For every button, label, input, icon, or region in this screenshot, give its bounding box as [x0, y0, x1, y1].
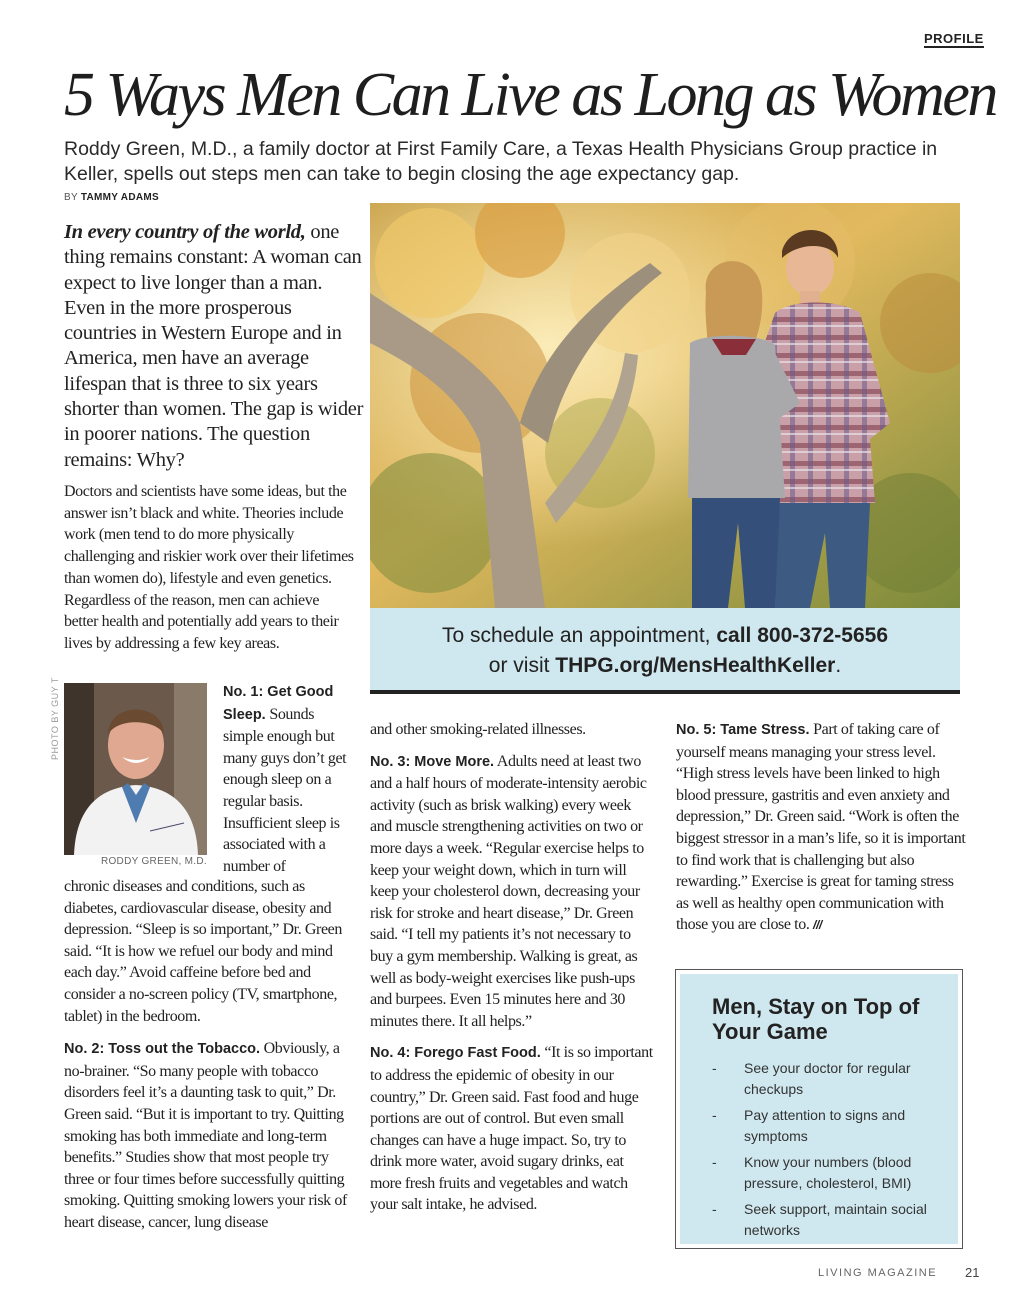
sidebar-item — [712, 1152, 942, 1194]
byline-prefix: BY — [64, 192, 78, 203]
website-link[interactable]: THPG.org/MensHealthKeller — [555, 654, 836, 677]
tip-2-heading: No. 2: Toss out the Tobacco. — [64, 1041, 261, 1058]
deck: Roddy Green, M.D., a family doctor at First Family Care, a Texas Health Physicians Group practice in Keller, spells out steps men can take to begin closing the age expectancy gap. — [64, 138, 938, 185]
sidebar-title: Men, Stay on Top of Your Game — [712, 994, 920, 1044]
tip-3-heading: No. 3: Move More. — [370, 753, 495, 770]
cta-line-1 — [370, 621, 960, 651]
tip-4-text: “It is so important to address the epidemic of obesity in our country,” Dr. Green said. Fast food and huge portions are out of control. But even small changes can have a huge impact. So, try to drink more water, avoid sugary drinks, eat more fresh fruits and vegetables and watch your salt intake, he advised. — [370, 1044, 653, 1214]
lede-lead-in: In every country of the world, — [64, 221, 306, 243]
phone-number[interactable]: call 800-372-5656 — [716, 624, 888, 647]
cta-line2-text: or visit — [488, 654, 556, 677]
tip-3 — [370, 751, 655, 1033]
tip-1-heading: No. 1: Get Good Sleep. — [223, 684, 334, 723]
tip-1-body: chronic diseases and conditions, such as diabetes, cardiovascular disease, obesity and depression. “Sleep is so important,” Dr. Green said. “It is how we refuel our body and mind each day.” Avoid caffeine before bed and consider a no-screen policy (TV, smartphone, tablet) in the bedroom. — [64, 878, 342, 1025]
tip-2-continued: and other smoking-related illnesses. — [370, 721, 586, 738]
column-2 — [370, 719, 655, 1216]
sidebar-item-text: See your doctor for regular checkups — [744, 1060, 911, 1097]
sidebar-item-text: Seek support, maintain social networks — [744, 1201, 927, 1238]
tip-5-heading: No. 5: Tame Stress. — [676, 722, 810, 738]
bullet-dash: - — [712, 1060, 717, 1076]
bullet-dash: - — [712, 1154, 717, 1170]
sidebar-item — [712, 1058, 942, 1100]
tip-1-intro: Sounds simple enough but many guys don’t get enough sleep on a regular basis. Insufficient sleep is associated with a number of — [223, 705, 347, 875]
cta-line-2 — [370, 651, 960, 681]
tip-5-text: Part of taking care of yourself means managing your stress level. “High stress levels have been linked to high blood pressure, gastritis and even anxiety and depression,” Dr. Green said. “Work is often the biggest stressor in a man’s life, so it is important to find work that is challenging but also rewarding.” Exercise is great for taming stress as well as healthy open communication with those you are close to. — [676, 721, 966, 934]
byline-author: TAMMY ADAMS — [80, 192, 159, 203]
hero-photo — [370, 203, 960, 608]
byline — [64, 192, 159, 203]
doctor-portrait-image — [64, 683, 207, 855]
headline: 5 Ways Men Can Live as Long as Women — [64, 61, 996, 129]
couple-walking-image — [370, 203, 960, 608]
section-label: PROFILE — [924, 31, 984, 46]
tip-5 — [676, 719, 966, 937]
column-3 — [676, 719, 966, 937]
portrait-caption: RODDY GREEN, M.D. — [100, 856, 207, 867]
sidebar-item-text: Pay attention to signs and symptoms — [744, 1107, 906, 1144]
lede-paragraph — [64, 220, 364, 473]
cta-line1-text: To schedule an appointment, — [442, 624, 717, 647]
intro-paragraph: Doctors and scientists have some ideas, but the answer isn’t black and white. Theories include work (men tend to do more physically challenging and riskier work over their lifetimes than women do), lifestyle and even genetics. Regardless of the reason, men can achieve better health and potentially add years to their lives by addressing a few key areas. — [64, 483, 354, 652]
tip-2 — [64, 1038, 354, 1233]
end-mark: /// — [813, 918, 822, 933]
tip-3-text: Adults need at least two and a half hours of moderate-intensity aerobic activity (such as brisk walking) every week and muscle strengthening activities on two or more days a week. “Regular exercise helps to keep your weight down, which in turn will keep your cholesterol down, decreasing your risk for stroke and heart disease,” Dr. Green said. “I tell my patients it’s not necessary to buy a gym membership. Walking is great, as well as body-weight exercises like push-ups and burpees. Even 15 minutes here and 30 minutes there. It all helps.” — [370, 752, 647, 1030]
cta-line2-suffix: . — [835, 654, 842, 677]
sidebar-inner — [680, 974, 958, 1244]
photo-credit: PHOTO BY GUY T — [50, 677, 60, 760]
lede-text: one thing remains constant: A woman can expect to live longer than a man. Even in the more prosperous countries in Western Europe and in America, men have an average lifespan that is three to six years shorter than women. The gap is wider in poorer nations. The question remains: Why? — [64, 221, 364, 471]
footer-magazine-name: LIVING MAGAZINE — [818, 1267, 938, 1279]
tip-1-wrap-text — [223, 681, 348, 877]
doctor-portrait — [64, 683, 207, 855]
tip-4 — [370, 1042, 655, 1216]
sidebar-item-text: Know your numbers (blood pressure, cholesterol, BMI) — [744, 1154, 912, 1191]
page-number: 21 — [965, 1265, 980, 1280]
sidebar-item — [712, 1199, 942, 1241]
bullet-dash: - — [712, 1107, 717, 1123]
bullet-dash: - — [712, 1201, 717, 1217]
sidebar-box — [675, 969, 963, 1249]
appointment-banner — [370, 608, 960, 694]
sidebar-item — [712, 1105, 942, 1147]
column-1 — [64, 876, 354, 1234]
tip-4-heading: No. 4: Forego Fast Food. — [370, 1045, 541, 1062]
tip-2-text: Obviously, a no-brainer. “So many people with tobacco disorders feel it’s a daunting task to quit,” Dr. Green said. “But it is important to try. Quitting smoking has both immediate and long-term benefits.” Studies show that most people try three or four times before successfully quitting smoking. Quitting smoking lowers your risk of heart disease, cancer, lung disease — [64, 1040, 347, 1231]
